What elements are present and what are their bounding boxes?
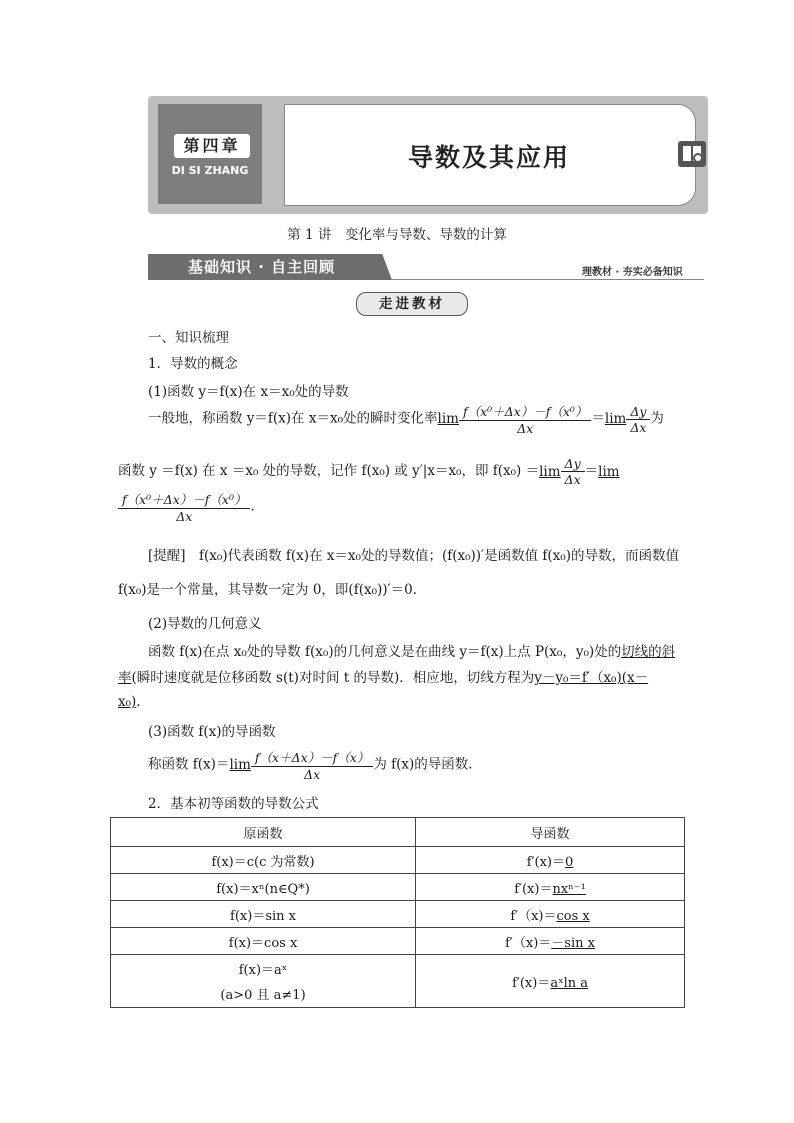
text: f′(x)＝ xyxy=(512,975,551,991)
answer: cos x xyxy=(556,908,590,924)
fraction-4 xyxy=(251,748,373,782)
table-row xyxy=(111,928,685,955)
para-2-line-a xyxy=(148,640,675,660)
fraction-numerator: Δy xyxy=(626,404,650,420)
para-1-title: (1)函数 y＝f(x)在 x＝x₀处的导数 xyxy=(148,384,349,400)
answer: aˣln a xyxy=(550,975,588,991)
equals: ＝ xyxy=(591,410,605,427)
text: 函数 f(x)在点 x₀处的导数 f(x₀)的几何意义是在曲线 y＝f(x)上点 P(x₀，y₀)处的 xyxy=(148,644,622,660)
lim-symbol: lim xyxy=(598,463,620,480)
heading-formulas: 2．基本初等函数的导数公式 xyxy=(148,796,319,812)
cell-derivative xyxy=(416,955,685,1008)
text: 函数 y ＝f(x) 在 x ＝x₀ 处的导数，记作 f(x₀) 或 y′|x＝x₀，即 f(x₀) ＝ xyxy=(118,463,540,479)
heading-knowledge: 一、知识梳理 xyxy=(148,330,229,346)
answer: －sin x xyxy=(551,935,595,951)
fraction-1 xyxy=(459,402,591,436)
section-divider xyxy=(392,279,704,280)
fraction-denominator: Δx xyxy=(517,421,534,436)
fraction-2b xyxy=(561,456,585,487)
para-2-line-b xyxy=(118,666,648,686)
cell-original: f(x)＝cos x xyxy=(111,928,416,955)
para-2-title: (2)导数的几何意义 xyxy=(148,616,262,632)
table-row xyxy=(111,874,685,901)
cell-original: f(x)＝c(c 为常数) xyxy=(111,847,416,874)
chapter-label: 第四章 xyxy=(174,134,250,158)
table-row xyxy=(111,955,685,1008)
underlined-text: 率 xyxy=(118,670,132,686)
cell-derivative xyxy=(416,847,685,874)
period: . xyxy=(136,694,141,710)
text: f′（x)＝ xyxy=(505,935,552,951)
chapter-pinyin: DI SI ZHANG xyxy=(171,164,249,177)
fraction-denominator: Δx xyxy=(176,509,193,524)
tangent-equation: y－y₀＝f′（x₀)(x－ xyxy=(534,670,649,686)
fraction-numerator: f（x＋Δx）－f（x） xyxy=(251,748,373,767)
section-subtitle: 理教材 · 夯实必备知识 xyxy=(582,267,683,278)
lim-symbol: lim xyxy=(539,463,561,480)
tip-line-a: [提醒] f(x₀)代表函数 f(x)在 x＝x₀处的导数值；(f(x₀))′是函数值 f(x₀)的导数，而函数值 xyxy=(148,548,679,564)
text: (a>0 且 a≠1) xyxy=(220,988,306,1003)
lim-symbol: lim xyxy=(229,757,251,773)
fraction-numerator: Δy xyxy=(561,456,585,472)
text: f′（x)＝ xyxy=(510,908,557,924)
heading-derivative-concept: 1．导数的概念 xyxy=(148,356,238,372)
chapter-title: 导数及其应用 xyxy=(407,143,570,172)
fraction-denominator: Δx xyxy=(564,472,581,487)
header-original: 原函数 xyxy=(111,818,416,847)
para-1-line-a xyxy=(148,402,664,436)
underlined-text: 切线的斜 xyxy=(621,644,676,660)
fraction-numerator: f（x⁰＋Δx）－f（x⁰） xyxy=(118,490,250,509)
fraction-denominator: Δx xyxy=(304,767,321,782)
lecture-title: 第 1 讲 变化率与导数、导数的计算 xyxy=(287,227,507,243)
tip-line-b: f(x₀)是一个常量，其导数一定为 0，即(f(x₀))′＝0. xyxy=(118,582,417,598)
text: 为 xyxy=(650,410,664,427)
text: 一般地，称函数 y＝f(x)在 x＝x₀处的瞬时变化率 xyxy=(148,410,438,427)
cell-original xyxy=(111,955,416,1008)
text: 为 f(x)的导函数． xyxy=(373,756,482,773)
para-1-line-c xyxy=(118,490,255,524)
table-header-row xyxy=(111,818,685,847)
period: . xyxy=(250,498,255,515)
fraction-3 xyxy=(118,490,250,524)
book-icon xyxy=(678,141,706,167)
text: f′(x)＝ xyxy=(526,854,566,870)
para-3-line xyxy=(148,748,482,782)
header-derivative: 导函数 xyxy=(416,818,685,847)
lim-symbol: lim xyxy=(604,411,627,427)
para-1-line-b xyxy=(118,456,620,487)
cell-original: f(x)＝sin x xyxy=(111,901,416,928)
derivative-formula-table xyxy=(110,817,685,1008)
table-row xyxy=(111,901,685,928)
cell-original: f(x)＝xⁿ(n∈Q*) xyxy=(111,874,416,901)
cell-derivative xyxy=(416,874,685,901)
fraction-numerator: f（x⁰＋Δx）－f（x⁰） xyxy=(459,402,591,421)
text: f′(x)＝ xyxy=(514,881,553,897)
text: 称函数 f(x)＝ xyxy=(148,756,230,773)
cell-derivative xyxy=(416,928,685,955)
underlined-text: x₀) xyxy=(118,694,137,710)
table-row xyxy=(111,847,685,874)
text: (瞬时速度就是位移函数 s(t)对时间 t 的导数)．相应地，切线方程为 xyxy=(131,670,535,686)
subsection-tag: 走进教材 xyxy=(356,292,468,316)
lim-symbol: lim xyxy=(437,411,459,427)
section-title: 基础知识 · 自主回顾 xyxy=(188,258,336,276)
para-2-line-c xyxy=(118,694,141,710)
fraction-2 xyxy=(626,404,650,435)
text: f(x)＝aˣ xyxy=(238,963,288,978)
answer: 0 xyxy=(565,854,574,870)
equals: ＝ xyxy=(584,463,599,479)
answer: nxⁿ⁻¹ xyxy=(552,881,586,897)
cell-derivative xyxy=(416,901,685,928)
fraction-denominator: Δx xyxy=(630,419,647,435)
para-3-title: (3)函数 f(x)的导函数 xyxy=(148,724,276,740)
